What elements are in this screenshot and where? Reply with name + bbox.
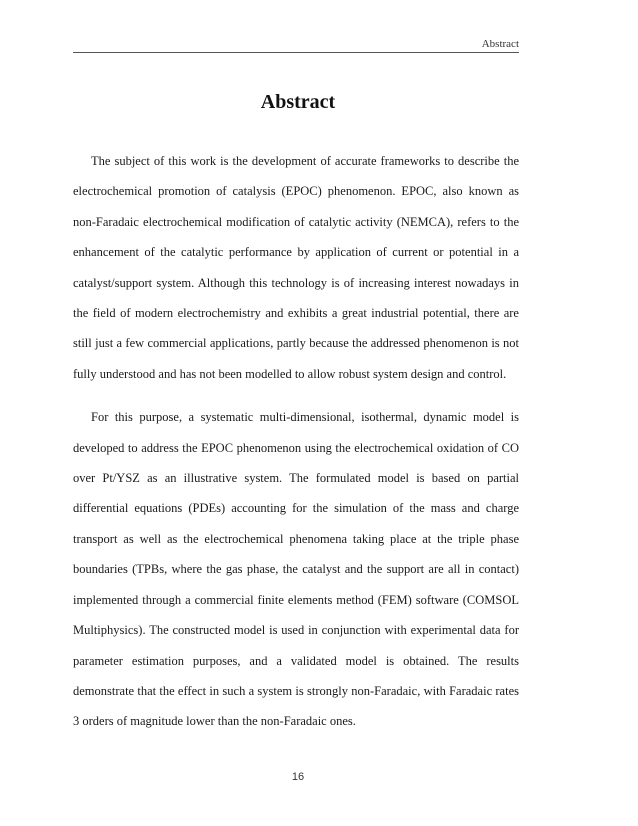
header-rule <box>73 52 519 53</box>
running-header: Abstract <box>481 38 519 50</box>
page-number: 16 <box>291 771 305 783</box>
paragraph-1: The subject of this work is the development of accurate frameworks to describe the electrochemical promotion of catalysis (EPOC) phenomenon. EPOC, also known as non-Faradaic electrochemical modification of catalytic activity (NEMCA), refers to the enhancement of the catalytic performance by application of current or potential in a catalyst/support system. Although this technology is of increasing interest nowadays in the field of modern electrochemistry and exhibits a great industrial potential, there are still just a few commercial applications, partly because the addressed phenomenon is not fully understood and has not been modelled to allow robust system design and control. <box>73 154 519 381</box>
page-title: Abstract <box>260 91 336 113</box>
paragraph-2: For this purpose, a systematic multi-dimensional, isothermal, dynamic model is developed to address the EPOC phenomenon using the electrochemical oxidation of CO over Pt/YSZ as an illustrative system. The formulated model is based on partial differential equations (PDEs) accounting for the simulation of the mass and charge transport as well as the electrochemical phenomena taking place at the triple phase boundaries (TPBs, where the gas phase, the catalyst and the support are all in contact) implemented through a commercial finite elements method (FEM) software (COMSOL Multiphysics). The constructed model is used in conjunction with experimental data for parameter estimation purposes, and a validated model is obtained. The results demonstrate that the effect in such a system is strongly non-Faradaic, with Faradaic rates 3 orders of magnitude lower than the non-Faradaic ones. <box>73 410 519 729</box>
abstract-body <box>73 146 519 737</box>
